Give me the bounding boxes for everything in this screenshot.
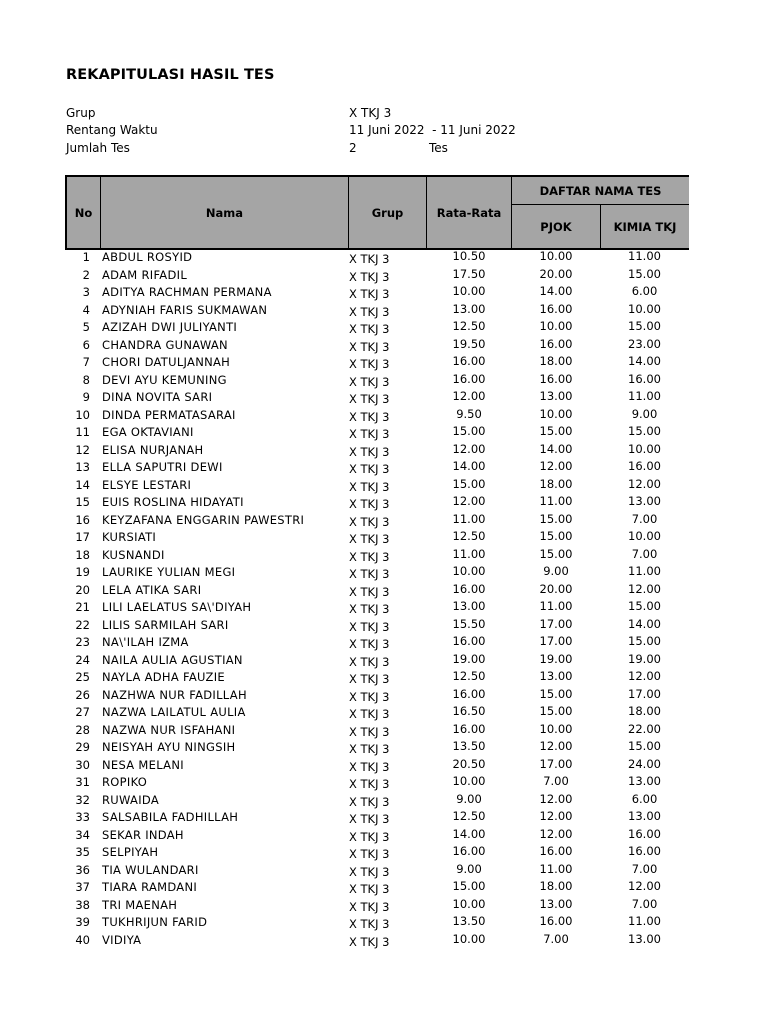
cell-pjok: 13.00 (539, 669, 573, 683)
table-row (0, 687, 768, 705)
cell-no: 5 (82, 320, 90, 334)
cell-nama: ADYNIAH FARIS SUKMAWAN (102, 302, 268, 317)
cell-nama: NAZHWA NUR FADILLAH (102, 687, 247, 702)
cell-rata: 9.00 (456, 861, 482, 876)
cell-grup: X TKJ 3 (349, 637, 390, 651)
cell-kimia: 18.00 (628, 704, 661, 718)
table-row (0, 862, 768, 880)
cell-no: 36 (75, 862, 90, 877)
cell-no: 17 (75, 530, 90, 544)
cell-no: 9 (82, 390, 90, 404)
cell-no: 35 (75, 845, 90, 859)
table-header-kimia: KIMIA TKJ (600, 204, 689, 250)
cell-no: 16 (75, 512, 90, 527)
cell-kimia: 9.00 (631, 406, 658, 421)
cell-grup: X TKJ 3 (349, 444, 390, 459)
cell-rata: 10.50 (452, 249, 486, 263)
table-row (0, 372, 768, 390)
cell-rata: 20.50 (452, 756, 486, 771)
cell-grup: X TKJ 3 (349, 777, 390, 791)
cell-no: 20 (75, 582, 90, 597)
cell-rata: 13.50 (452, 739, 486, 753)
cell-kimia: 22.00 (628, 721, 661, 736)
cell-rata: 11.00 (452, 546, 486, 561)
cell-pjok: 19.00 (539, 651, 573, 666)
cell-nama: ELSYE LESTARI (102, 477, 192, 492)
cell-rata: 19.50 (452, 336, 486, 351)
cell-nama: TRI MAENAH (102, 897, 178, 912)
table-row (0, 512, 768, 530)
cell-no: 18 (75, 547, 90, 562)
cell-no: 22 (75, 617, 90, 632)
cell-pjok: 12.00 (539, 739, 573, 753)
cell-nama: SELPIYAH (102, 845, 159, 859)
cell-kimia: 11.00 (628, 389, 661, 403)
meta-rentang-label: Rentang Waktu (66, 123, 158, 137)
cell-kimia: 13.00 (628, 931, 661, 946)
cell-nama: VIDIYA (102, 932, 142, 947)
cell-rata: 13.00 (452, 599, 486, 613)
cell-nama: NAYLA ADHA FAUZIE (102, 670, 225, 684)
cell-pjok: 11.00 (539, 494, 573, 508)
cell-kimia: 7.00 (631, 896, 658, 911)
cell-grup: X TKJ 3 (349, 339, 390, 354)
table-row (0, 599, 768, 617)
cell-kimia: 7.00 (631, 511, 658, 526)
cell-rata: 16.50 (452, 704, 486, 718)
table-header-daftar: DAFTAR NAMA TES (511, 175, 689, 205)
cell-no: 23 (75, 635, 90, 649)
table-row (0, 809, 768, 827)
cell-no: 38 (75, 897, 90, 912)
cell-nama: NEISYAH AYU NINGSIH (102, 740, 236, 754)
cell-kimia: 11.00 (628, 564, 661, 578)
meta-jumlah-label: Jumlah Tes (66, 141, 130, 155)
cell-nama: RUWAIDA (102, 792, 160, 807)
table-row (0, 389, 768, 407)
cell-no: 19 (75, 565, 90, 579)
meta-jumlah-value: 2 (349, 141, 357, 155)
cell-no: 30 (75, 757, 90, 772)
cell-kimia: 16.00 (628, 844, 661, 858)
cell-pjok: 9.00 (543, 564, 569, 578)
cell-grup: X TKJ 3 (349, 479, 390, 494)
cell-kimia: 19.00 (628, 651, 661, 666)
table-row (0, 827, 768, 845)
cell-nama: AZIZAH DWI JULIYANTI (102, 320, 238, 334)
cell-rata: 12.50 (452, 319, 486, 333)
cell-nama: DINDA PERMATASARAI (102, 407, 236, 422)
cell-kimia: 10.00 (628, 529, 661, 543)
meta-grup-value: X TKJ 3 (349, 106, 392, 120)
cell-rata: 16.00 (452, 371, 486, 386)
cell-grup: X TKJ 3 (349, 794, 390, 809)
cell-no: 11 (75, 425, 90, 439)
cell-grup: X TKJ 3 (349, 689, 390, 704)
table-row (0, 879, 768, 897)
cell-nama: LAURIKE YULIAN MEGI (102, 565, 236, 579)
table-row (0, 249, 768, 267)
cell-no: 26 (75, 687, 90, 702)
cell-grup: X TKJ 3 (349, 357, 390, 371)
table-row (0, 494, 768, 512)
table-row (0, 267, 768, 285)
cell-pjok: 15.00 (539, 529, 573, 543)
cell-pjok: 17.00 (539, 634, 573, 648)
cell-rata: 16.00 (452, 634, 486, 648)
cell-rata: 16.00 (452, 844, 486, 858)
cell-nama: NAILA AULIA AGUSTIAN (102, 652, 243, 667)
cell-pjok: 12.00 (539, 809, 573, 823)
cell-pjok: 13.00 (539, 389, 573, 403)
cell-rata: 14.00 (452, 826, 486, 841)
table-row (0, 914, 768, 932)
cell-kimia: 15.00 (628, 424, 661, 438)
table-row (0, 669, 768, 687)
cell-no: 37 (75, 880, 90, 894)
cell-grup: X TKJ 3 (349, 847, 390, 861)
cell-rata: 10.00 (452, 774, 486, 788)
cell-grup: X TKJ 3 (349, 392, 390, 406)
cell-no: 33 (75, 810, 90, 824)
table-row (0, 477, 768, 495)
cell-pjok: 10.00 (539, 319, 573, 333)
cell-rata: 19.00 (452, 651, 486, 666)
table-row (0, 407, 768, 425)
cell-nama: NESA MELANI (102, 757, 184, 772)
cell-no: 31 (75, 775, 90, 789)
cell-nama: KEYZAFANA ENGGARIN PAWESTRI (102, 512, 305, 527)
table-row (0, 459, 768, 477)
meta-grup-label: Grup (66, 106, 96, 120)
cell-grup: X TKJ 3 (349, 374, 390, 389)
table-row (0, 634, 768, 652)
table-row (0, 792, 768, 810)
table-row (0, 704, 768, 722)
cell-pjok: 15.00 (539, 546, 573, 561)
cell-rata: 15.00 (452, 476, 486, 491)
cell-kimia: 10.00 (628, 441, 661, 456)
cell-pjok: 10.00 (539, 406, 573, 421)
cell-pjok: 7.00 (543, 774, 569, 788)
cell-no: 32 (75, 792, 90, 807)
cell-rata: 12.00 (452, 441, 486, 456)
table-row (0, 652, 768, 670)
cell-pjok: 20.00 (539, 266, 573, 281)
cell-no: 27 (75, 705, 90, 719)
cell-no: 7 (82, 355, 90, 369)
cell-pjok: 16.00 (539, 844, 573, 858)
cell-rata: 10.00 (452, 284, 486, 298)
table-row (0, 354, 768, 372)
cell-grup: X TKJ 3 (349, 549, 390, 564)
cell-rata: 9.00 (456, 791, 482, 806)
cell-no: 40 (75, 932, 90, 947)
cell-no: 25 (75, 670, 90, 684)
cell-nama: EGA OKTAVIANI (102, 425, 194, 439)
cell-grup: X TKJ 3 (349, 672, 390, 686)
cell-no: 14 (75, 477, 90, 492)
cell-grup: X TKJ 3 (349, 427, 390, 441)
cell-rata: 12.50 (452, 809, 486, 823)
cell-pjok: 17.00 (539, 756, 573, 771)
cell-pjok: 14.00 (539, 441, 573, 456)
cell-nama: CHORI DATULJANNAH (102, 355, 231, 369)
cell-grup: X TKJ 3 (349, 584, 390, 599)
cell-pjok: 16.00 (539, 371, 573, 386)
cell-grup: X TKJ 3 (349, 654, 390, 669)
cell-no: 28 (75, 722, 90, 737)
cell-grup: X TKJ 3 (349, 409, 390, 424)
cell-nama: ABDUL ROSYID (102, 250, 193, 264)
table-row (0, 844, 768, 862)
table-row (0, 617, 768, 635)
cell-grup: X TKJ 3 (349, 759, 390, 774)
table-row (0, 757, 768, 775)
cell-rata: 16.00 (452, 581, 486, 596)
cell-rata: 16.00 (452, 721, 486, 736)
cell-rata: 14.00 (452, 459, 486, 473)
cell-no: 2 (82, 267, 90, 282)
table-header-grup: Grup (348, 175, 427, 250)
table-header-nama: Nama (100, 175, 349, 250)
cell-grup: X TKJ 3 (349, 304, 390, 319)
cell-kimia: 16.00 (628, 459, 661, 473)
cell-grup: X TKJ 3 (349, 269, 390, 284)
cell-grup: X TKJ 3 (349, 882, 390, 896)
cell-kimia: 15.00 (628, 634, 661, 648)
cell-no: 6 (82, 337, 90, 352)
cell-kimia: 24.00 (628, 756, 661, 771)
cell-rata: 15.00 (452, 424, 486, 438)
table-row (0, 547, 768, 565)
cell-nama: SEKAR INDAH (102, 827, 184, 842)
cell-kimia: 14.00 (628, 616, 661, 631)
cell-nama: TIARA RAMDANI (102, 880, 198, 894)
cell-grup: X TKJ 3 (349, 742, 390, 756)
cell-no: 24 (75, 652, 90, 667)
cell-pjok: 13.00 (539, 896, 573, 911)
cell-kimia: 7.00 (631, 546, 658, 561)
cell-pjok: 10.00 (539, 721, 573, 736)
cell-pjok: 16.00 (539, 336, 573, 351)
cell-nama: SALSABILA FADHILLAH (102, 810, 239, 824)
table-header-rata: Rata-Rata (426, 175, 512, 250)
cell-pjok: 16.00 (539, 914, 573, 928)
cell-kimia: 10.00 (628, 301, 661, 316)
cell-rata: 12.50 (452, 669, 486, 683)
cell-rata: 10.00 (452, 896, 486, 911)
cell-kimia: 14.00 (628, 354, 661, 368)
cell-grup: X TKJ 3 (349, 812, 390, 826)
table-row (0, 722, 768, 740)
cell-kimia: 12.00 (628, 581, 661, 596)
cell-no: 34 (75, 827, 90, 842)
table-row (0, 319, 768, 337)
cell-grup: X TKJ 3 (349, 532, 390, 546)
cell-kimia: 12.00 (628, 669, 661, 683)
cell-pjok: 12.00 (539, 459, 573, 473)
cell-grup: X TKJ 3 (349, 514, 390, 529)
cell-rata: 13.00 (452, 301, 486, 316)
cell-nama: DEVI AYU KEMUNING (102, 372, 227, 387)
cell-pjok: 14.00 (539, 284, 573, 298)
cell-pjok: 15.00 (539, 704, 573, 718)
cell-nama: CHANDRA GUNAWAN (102, 337, 228, 352)
cell-kimia: 6.00 (631, 284, 658, 298)
table-row (0, 582, 768, 600)
cell-pjok: 18.00 (539, 476, 573, 491)
cell-nama: NAZWA NUR ISFAHANI (102, 722, 236, 737)
table-row (0, 932, 768, 950)
cell-no: 15 (75, 495, 90, 509)
cell-nama: LILI LAELATUS SA\'DIYAH (102, 600, 252, 614)
cell-nama: LELA ATIKA SARI (102, 582, 202, 597)
cell-rata: 11.00 (452, 511, 486, 526)
cell-no: 4 (82, 302, 90, 317)
cell-grup: X TKJ 3 (349, 287, 390, 301)
table-row (0, 302, 768, 320)
cell-nama: TUKHRIJUN FARID (102, 915, 208, 929)
cell-kimia: 15.00 (628, 319, 661, 333)
table-header-pjok: PJOK (511, 204, 601, 250)
cell-grup: X TKJ 3 (349, 497, 390, 511)
table-row (0, 284, 768, 302)
cell-rata: 13.50 (452, 914, 486, 928)
meta-rentang-value: 11 Juni 2022 - 11 Juni 2022 (349, 123, 516, 137)
cell-grup: X TKJ 3 (349, 724, 390, 739)
cell-grup: X TKJ 3 (349, 619, 390, 634)
cell-no: 39 (75, 915, 90, 929)
cell-no: 13 (75, 460, 90, 474)
cell-nama: TIA WULANDARI (102, 862, 199, 877)
cell-rata: 10.00 (452, 931, 486, 946)
cell-grup: X TKJ 3 (349, 567, 390, 581)
cell-kimia: 13.00 (628, 494, 661, 508)
cell-rata: 16.00 (452, 354, 486, 368)
cell-nama: NA\'ILAH IZMA (102, 635, 189, 649)
cell-rata: 9.50 (456, 406, 482, 421)
cell-pjok: 15.00 (539, 511, 573, 526)
cell-pjok: 12.00 (539, 826, 573, 841)
cell-nama: ADITYA RACHMAN PERMANA (102, 285, 272, 299)
cell-nama: KUSNANDI (102, 547, 165, 562)
cell-no: 10 (75, 407, 90, 422)
cell-kimia: 12.00 (628, 476, 661, 491)
cell-pjok: 18.00 (539, 879, 573, 893)
cell-grup: X TKJ 3 (349, 322, 390, 336)
cell-nama: ROPIKO (102, 775, 148, 789)
cell-rata: 16.00 (452, 686, 486, 701)
cell-nama: ELLA SAPUTRI DEWI (102, 460, 223, 474)
cell-kimia: 6.00 (631, 791, 658, 806)
cell-rata: 10.00 (452, 564, 486, 578)
cell-no: 1 (82, 250, 90, 264)
cell-nama: ADAM RIFADIL (102, 267, 188, 282)
table-body (0, 249, 768, 949)
table-row (0, 337, 768, 355)
cell-no: 12 (75, 442, 90, 457)
cell-kimia: 11.00 (628, 249, 661, 263)
cell-pjok: 12.00 (539, 791, 573, 806)
cell-kimia: 13.00 (628, 774, 661, 788)
cell-nama: KURSIATI (102, 530, 157, 544)
table-row (0, 739, 768, 757)
cell-grup: X TKJ 3 (349, 917, 390, 931)
cell-pjok: 11.00 (539, 861, 573, 876)
cell-kimia: 23.00 (628, 336, 661, 351)
cell-pjok: 18.00 (539, 354, 573, 368)
cell-kimia: 15.00 (628, 266, 661, 281)
cell-kimia: 16.00 (628, 826, 661, 841)
cell-rata: 12.00 (452, 389, 486, 403)
document-title: REKAPITULASI HASIL TES (66, 67, 275, 83)
cell-pjok: 15.00 (539, 424, 573, 438)
cell-kimia: 15.00 (628, 739, 661, 753)
cell-kimia: 12.00 (628, 879, 661, 893)
cell-nama: LILIS SARMILAH SARI (102, 617, 229, 632)
cell-no: 29 (75, 740, 90, 754)
table-row (0, 424, 768, 442)
table-header-no: No (65, 175, 101, 250)
cell-no: 21 (75, 600, 90, 614)
cell-kimia: 16.00 (628, 371, 661, 386)
cell-nama: ELISA NURJANAH (102, 442, 204, 457)
table-row (0, 529, 768, 547)
cell-grup: X TKJ 3 (349, 462, 390, 476)
cell-rata: 12.00 (452, 494, 486, 508)
cell-pjok: 15.00 (539, 686, 573, 701)
table-row (0, 897, 768, 915)
cell-nama: NAZWA LAILATUL AULIA (102, 705, 246, 719)
cell-no: 8 (82, 372, 90, 387)
cell-rata: 15.50 (452, 616, 486, 631)
cell-grup: X TKJ 3 (349, 707, 390, 721)
cell-rata: 17.50 (452, 266, 486, 281)
table-row (0, 442, 768, 460)
cell-grup: X TKJ 3 (349, 864, 390, 879)
cell-grup: X TKJ 3 (349, 934, 390, 949)
cell-nama: DINA NOVITA SARI (102, 390, 213, 404)
cell-kimia: 11.00 (628, 914, 661, 928)
cell-kimia: 17.00 (628, 686, 661, 701)
cell-rata: 15.00 (452, 879, 486, 893)
cell-pjok: 20.00 (539, 581, 573, 596)
cell-kimia: 7.00 (631, 861, 658, 876)
cell-pjok: 16.00 (539, 301, 573, 316)
cell-pjok: 10.00 (539, 249, 573, 263)
table-row (0, 774, 768, 792)
cell-pjok: 11.00 (539, 599, 573, 613)
cell-grup: X TKJ 3 (349, 829, 390, 844)
cell-kimia: 15.00 (628, 599, 661, 613)
cell-grup: X TKJ 3 (349, 899, 390, 914)
cell-kimia: 13.00 (628, 809, 661, 823)
cell-grup: X TKJ 3 (349, 252, 390, 266)
cell-rata: 12.50 (452, 529, 486, 543)
cell-grup: X TKJ 3 (349, 602, 390, 616)
cell-nama: EUIS ROSLINA HIDAYATI (102, 495, 244, 509)
meta-jumlah-unit: Tes (429, 141, 448, 155)
cell-pjok: 7.00 (543, 931, 569, 946)
cell-no: 3 (82, 285, 90, 299)
table-row (0, 564, 768, 582)
cell-pjok: 17.00 (539, 616, 573, 631)
